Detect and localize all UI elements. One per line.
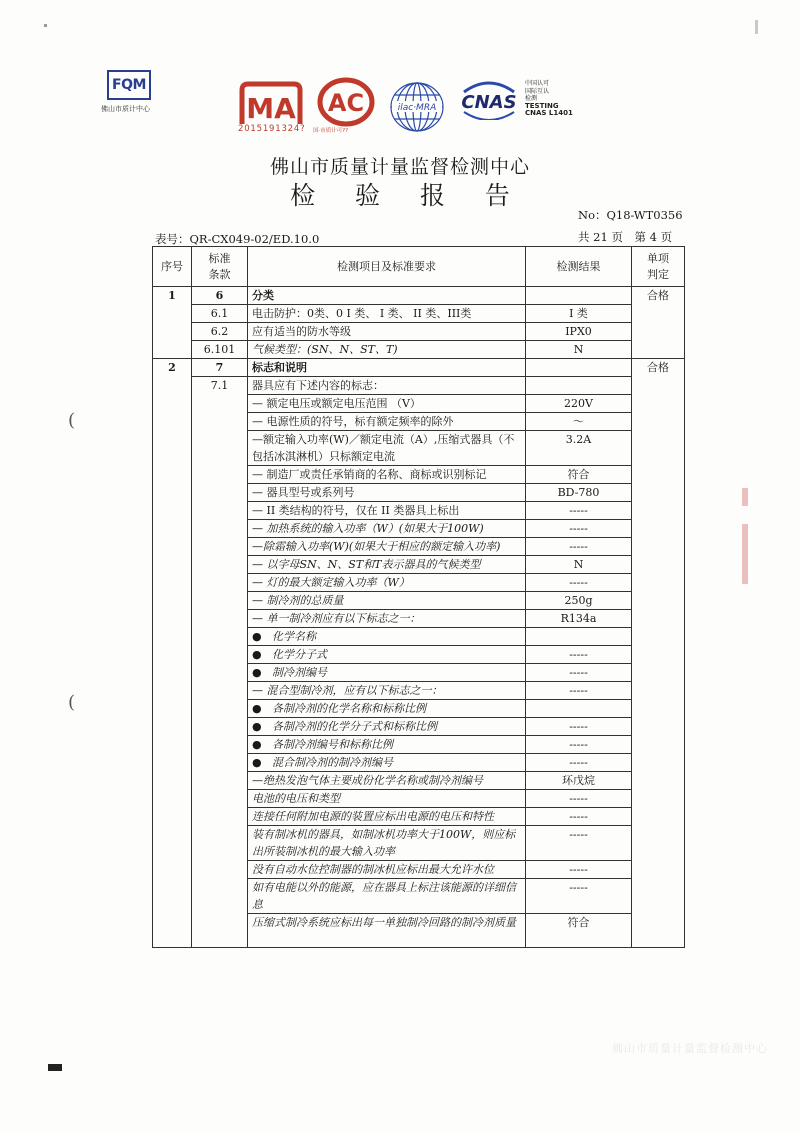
row-clause: 6.101 xyxy=(192,341,248,359)
row-item xyxy=(248,466,526,484)
header-verdict xyxy=(632,247,685,287)
header-clause-line: 标准 xyxy=(208,251,231,265)
row-item-text: —除霜输入功率(W)(如果大于相应的额定输入功率) xyxy=(252,540,501,553)
row-result: R134a xyxy=(526,610,632,628)
row-result: ----- xyxy=(526,879,632,914)
row-item-text: 各制冷剂的化学分子式和标称比例 xyxy=(272,720,437,733)
bullet-icon: ● xyxy=(252,756,262,769)
row-item xyxy=(248,754,526,772)
ilac-mra-logo xyxy=(388,80,446,134)
margin-stain xyxy=(742,524,748,584)
row-result: ----- xyxy=(526,790,632,808)
cal-logo-text: AC xyxy=(327,89,365,117)
table-row xyxy=(153,323,685,341)
section-seq: 1 xyxy=(153,287,192,359)
row-item-text: — 加热系统的输入功率（W）(如果大于100W) xyxy=(252,522,484,535)
row-result: ----- xyxy=(526,520,632,538)
row-result: ----- xyxy=(526,718,632,736)
row-item-text: —绝热发泡气体主要成份化学名称或制冷剂编号 xyxy=(252,774,483,787)
cma-logo xyxy=(236,80,306,128)
cnas-logo-text: CNAS xyxy=(461,92,517,113)
faint-stamp: 佛山市质量计量监督检测中心 xyxy=(612,1042,768,1055)
bullet-icon: ● xyxy=(252,738,262,751)
row-item-text: — 电源性质的符号，标有额定频率的除外 xyxy=(252,415,454,428)
row-item-text: 制冷剂编号 xyxy=(272,666,327,679)
row-item xyxy=(248,879,526,914)
row-item xyxy=(248,323,526,341)
row-item xyxy=(248,610,526,628)
row-item-text: 应有适当的防水等级 xyxy=(252,325,351,338)
row-result: 220V xyxy=(526,395,632,413)
section-clause: 7 xyxy=(192,359,248,377)
bullet-icon: ● xyxy=(252,666,262,679)
row-clause: 7.1 xyxy=(192,377,248,948)
row-item xyxy=(248,395,526,413)
row-result: IPX0 xyxy=(526,323,632,341)
section-row xyxy=(153,359,685,377)
row-result: 环戊烷 xyxy=(526,772,632,790)
bullet-icon: ● xyxy=(252,630,262,643)
section-clause: 6 xyxy=(192,287,248,305)
header-clause-line: 条款 xyxy=(208,267,231,281)
row-item-text: 没有自动水位控制器的制冰机应标出最大允许水位 xyxy=(252,863,494,876)
row-item-text: — 混合型制冷剂，应有以下标志之一： xyxy=(252,684,443,697)
row-result: ----- xyxy=(526,682,632,700)
row-result xyxy=(526,700,632,718)
row-result: I 类 xyxy=(526,305,632,323)
cnas-side-line: 中国认可 xyxy=(525,80,550,87)
row-result: N xyxy=(526,556,632,574)
row-item-text: 气候类型：(SN、N、ST、T) xyxy=(252,343,398,356)
row-item xyxy=(248,664,526,682)
cal-caption: 国·市质计可?? xyxy=(313,128,349,134)
row-item xyxy=(248,718,526,736)
report-table-body xyxy=(153,287,685,948)
row-item-text: —额定输入功率(W)／额定电流（A）,压缩式器具（不包括冰淇淋机）只标额定电流 xyxy=(252,433,515,463)
row-item-text: 化学分子式 xyxy=(272,648,327,661)
row-result: ----- xyxy=(526,754,632,772)
row-item xyxy=(248,520,526,538)
section-result xyxy=(526,287,632,305)
row-item xyxy=(248,377,526,395)
row-item xyxy=(248,556,526,574)
row-result: ～ xyxy=(526,413,632,431)
fqm-logo-caption: 佛山市质计中心 xyxy=(101,105,150,113)
section-seq: 2 xyxy=(153,359,192,948)
row-item xyxy=(248,861,526,879)
row-result: 3.2A xyxy=(526,431,632,466)
row-item xyxy=(248,628,526,646)
section-verdict: 合格 xyxy=(632,287,685,359)
fqm-logo-mark: FQM xyxy=(107,70,151,100)
bullet-icon: ● xyxy=(252,702,262,715)
row-item xyxy=(248,772,526,790)
row-item xyxy=(248,538,526,556)
cnas-side-line: 国际互认 xyxy=(525,87,550,95)
row-result: 符合 xyxy=(526,914,632,948)
header-result: 检测结果 xyxy=(526,247,632,287)
row-result: ----- xyxy=(526,664,632,682)
row-item xyxy=(248,431,526,466)
row-result: ----- xyxy=(526,736,632,754)
table-row xyxy=(153,305,685,323)
row-item-text: — 单一制冷剂应有以下标志之一： xyxy=(252,612,421,625)
form-number: 表号：QR-CX049-02/ED.10.0 xyxy=(155,232,320,246)
cnas-side-text xyxy=(525,80,573,118)
row-item xyxy=(248,914,526,948)
section-row xyxy=(153,287,685,305)
row-item xyxy=(248,790,526,808)
row-item-text: 电池的电压和类型 xyxy=(252,792,340,805)
row-result: N xyxy=(526,341,632,359)
scan-dot xyxy=(44,24,47,27)
row-item-text: — 制冷剂的总质量 xyxy=(252,594,344,607)
table-row xyxy=(153,377,685,395)
row-result xyxy=(526,377,632,395)
row-result: ----- xyxy=(526,646,632,664)
scan-mark xyxy=(48,1064,62,1071)
row-item xyxy=(248,808,526,826)
section-title: 标志和说明 xyxy=(248,359,526,377)
cma-logo-text: MA xyxy=(246,92,296,125)
row-clause: 6.1 xyxy=(192,305,248,323)
header-verdict-line: 判定 xyxy=(647,267,669,281)
row-item-text: 各制冷剂的化学名称和标称比例 xyxy=(272,702,426,715)
row-result: ----- xyxy=(526,808,632,826)
cnas-code: CNAS L1401 xyxy=(525,109,573,117)
row-item xyxy=(248,826,526,861)
bullet-icon: ● xyxy=(252,648,262,661)
report-number: No：Q18-WT0356 xyxy=(578,208,683,222)
header-item: 检测项目及标准要求 xyxy=(248,247,526,287)
margin-mark: ( xyxy=(68,410,76,431)
row-item-text: 装有制冰机的器具，如制冰机功率大于100W，则应标出所装制冰机的最大输入功率 xyxy=(252,828,516,858)
row-item-text: 电击防护：0类、0 I 类、 I 类、 II 类、III类 xyxy=(252,307,472,320)
row-clause: 6.2 xyxy=(192,323,248,341)
row-result: BD-780 xyxy=(526,484,632,502)
row-item xyxy=(248,413,526,431)
margin-stain xyxy=(742,488,748,506)
cma-number: 2015191324? xyxy=(238,124,306,134)
row-item xyxy=(248,305,526,323)
row-item xyxy=(248,574,526,592)
row-item-text: 器具应有下述内容的标志： xyxy=(252,379,384,392)
fqm-logo xyxy=(101,70,161,114)
row-item-text: 各制冷剂编号和标称比例 xyxy=(272,738,393,751)
row-item xyxy=(248,682,526,700)
document-title: 检 验 报 告 xyxy=(290,181,526,210)
section-result xyxy=(526,359,632,377)
bullet-icon: ● xyxy=(252,720,262,733)
row-result: 250g xyxy=(526,592,632,610)
row-item-text: 如有电能以外的能源，应在器具上标注该能源的详细信息 xyxy=(252,881,516,911)
organization-name: 佛山市质量计量监督检测中心 xyxy=(269,156,530,178)
row-item xyxy=(248,736,526,754)
table-header-row xyxy=(153,247,685,287)
margin-mark: ( xyxy=(68,692,76,713)
row-item-text: 混合制冷剂的制冷剂编号 xyxy=(272,756,393,769)
section-title: 分类 xyxy=(248,287,526,305)
row-item xyxy=(248,592,526,610)
cnas-side-line: 检测 xyxy=(525,95,538,102)
header-clause xyxy=(192,247,248,287)
row-item-text: — 制造厂或责任承销商的名称、商标或识别标记 xyxy=(252,468,487,481)
row-item-text: — 额定电压或额定电压范围 （V） xyxy=(252,397,421,410)
row-item-text: 化学名称 xyxy=(272,630,316,643)
row-item xyxy=(248,646,526,664)
row-result: ----- xyxy=(526,861,632,879)
row-item xyxy=(248,502,526,520)
row-item-text: 连接任何附加电源的装置应标出电源的电压和特性 xyxy=(252,810,494,823)
page-info: 共 21 页 第 4 页 xyxy=(578,230,673,244)
ilac-mra-logo-text: ilac·MRA xyxy=(397,103,437,113)
cnas-testing-label: TESTING xyxy=(525,101,559,110)
header-verdict-line: 单项 xyxy=(647,251,669,265)
row-result: ----- xyxy=(526,574,632,592)
row-result: 符合 xyxy=(526,466,632,484)
scan-edge-mark xyxy=(755,20,758,34)
report-table xyxy=(152,246,685,948)
row-item-text: — 器具型号或系列号 xyxy=(252,486,355,499)
row-result: ----- xyxy=(526,826,632,861)
table-row xyxy=(153,341,685,359)
row-result: ----- xyxy=(526,502,632,520)
row-item xyxy=(248,700,526,718)
row-item xyxy=(248,341,526,359)
row-item-text: — 以字母SN、N、ST和T表示器具的气候类型 xyxy=(252,558,481,571)
header-seq: 序号 xyxy=(153,247,192,287)
section-verdict: 合格 xyxy=(632,359,685,948)
row-item-text: — 灯的最大额定输入功率（W） xyxy=(252,576,410,589)
row-item-text: 压缩式制冷系统应标出每一单独制冷回路的制冷剂质量 xyxy=(252,916,516,929)
row-item-text: — II 类结构的符号，仅在 II 类器具上标出 xyxy=(252,504,460,517)
row-result xyxy=(526,628,632,646)
row-item xyxy=(248,484,526,502)
cal-logo xyxy=(317,77,375,127)
cnas-logo xyxy=(456,80,522,120)
row-result: ----- xyxy=(526,538,632,556)
